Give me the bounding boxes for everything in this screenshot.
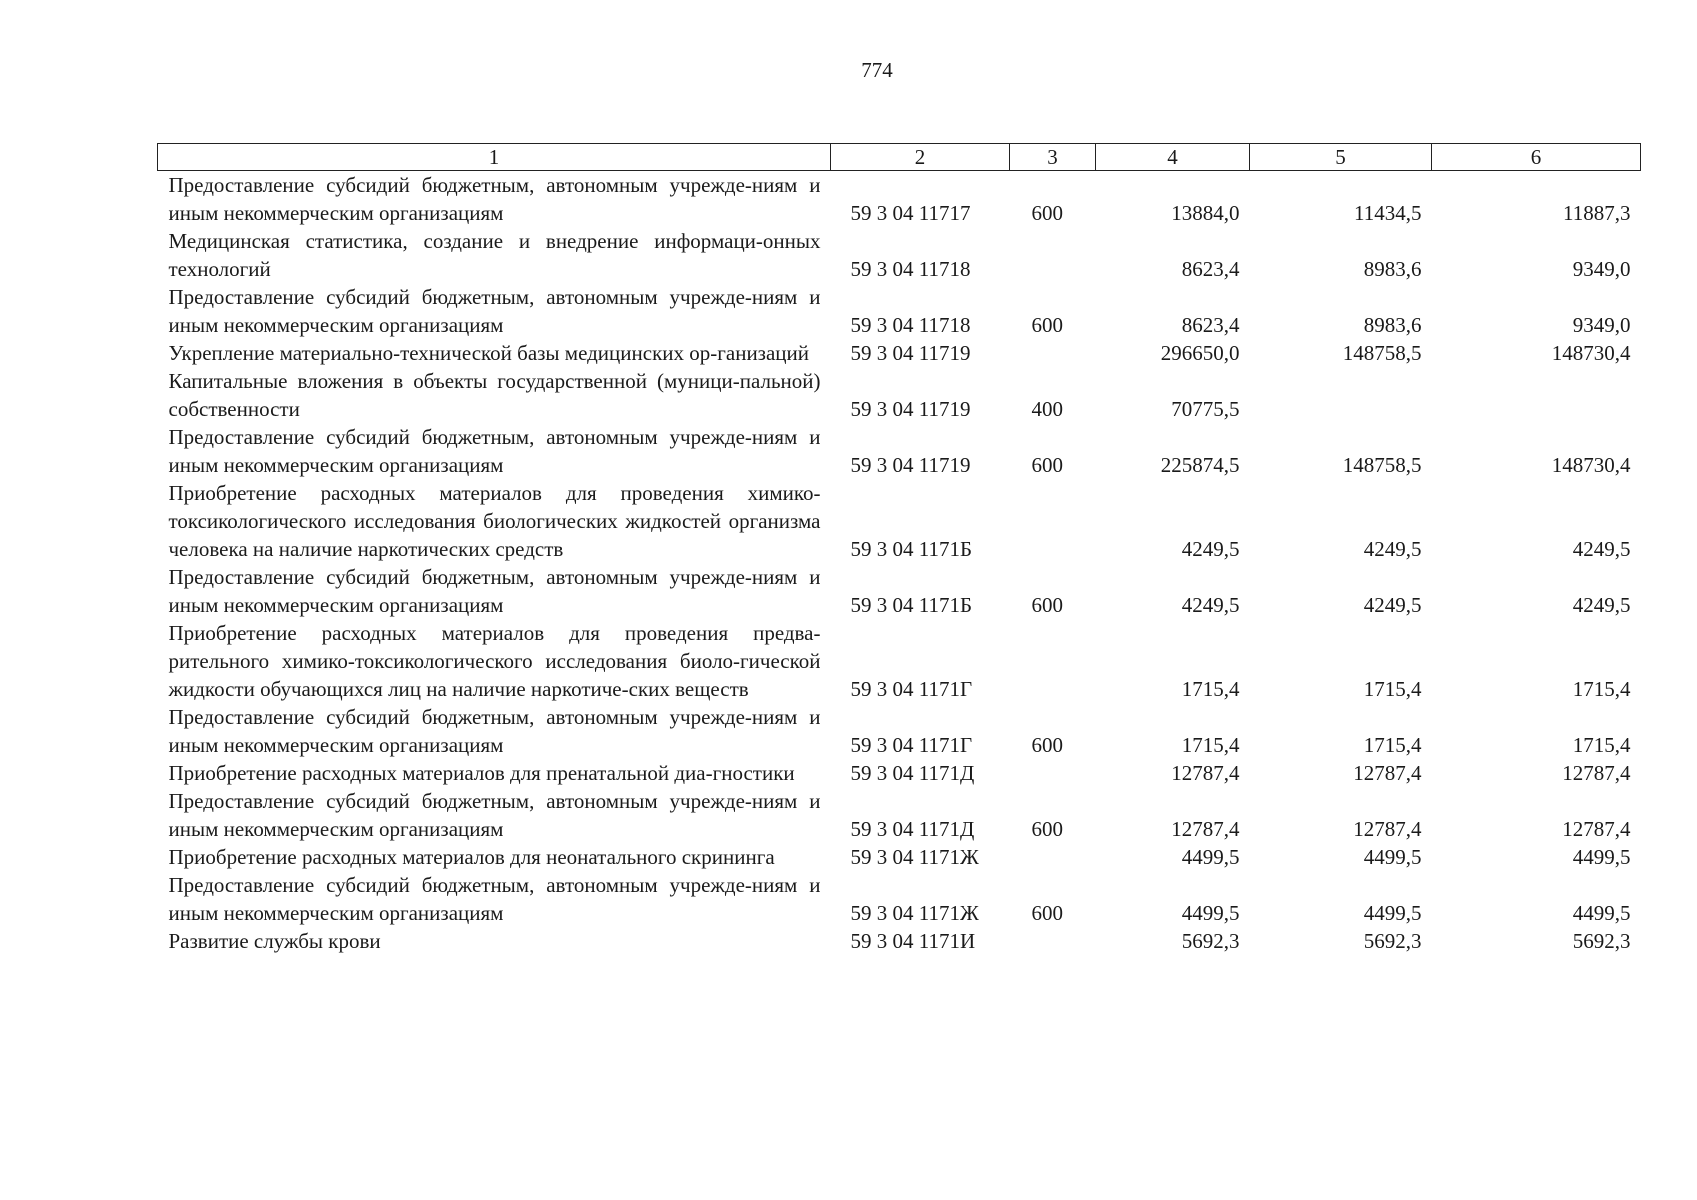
table-row (158, 759, 1641, 787)
row-value-1: 4249,5 (1181, 537, 1240, 561)
table-row (158, 479, 1641, 563)
row-code: 59 3 04 1171Д (850, 817, 975, 841)
row-value-3: 4499,5 (1572, 845, 1631, 869)
row-name: Приобретение расходных материалов для пренатальной диа-гностики (168, 761, 795, 785)
row-expense-type (1010, 843, 1096, 871)
budget-table (157, 143, 1641, 955)
row-code: 59 3 04 11717 (850, 201, 971, 225)
row-code: 59 3 04 11718 (850, 313, 971, 337)
row-value-2: 4249,5 (1363, 593, 1422, 617)
row-value-3: 4249,5 (1572, 537, 1631, 561)
row-name: Предоставление субсидий бюджетным, автономным учрежде-ниям и иным некоммерческим организациям (168, 789, 821, 841)
row-value-2 (1250, 367, 1432, 423)
row-value-2: 148758,5 (1342, 453, 1422, 477)
row-value-2: 5692,3 (1363, 929, 1422, 953)
row-expense-type (1010, 339, 1096, 367)
row-name: Приобретение расходных материалов для неонатального скрининга (168, 845, 775, 869)
row-code: 59 3 04 1171Ж (850, 901, 979, 925)
row-value-3: 9349,0 (1572, 257, 1631, 281)
row-name: Предоставление субсидий бюджетным, автономным учрежде-ниям и иным некоммерческим организациям (168, 565, 821, 617)
row-value-1: 4499,5 (1181, 845, 1240, 869)
row-code: 59 3 04 11719 (850, 397, 971, 421)
table-row (158, 367, 1641, 423)
row-code: 59 3 04 11719 (850, 341, 971, 365)
row-value-2: 12787,4 (1353, 761, 1422, 785)
row-value-3: 4249,5 (1572, 593, 1631, 617)
row-name: Медицинская статистика, создание и внедрение информаци-онных технологий (168, 229, 821, 281)
row-code: 59 3 04 1171И (850, 929, 976, 953)
row-code: 59 3 04 1171Г (850, 677, 973, 701)
row-code: 59 3 04 11718 (850, 257, 971, 281)
table-header-row (158, 144, 1641, 171)
row-value-1: 12787,4 (1171, 761, 1240, 785)
row-code: 59 3 04 1171Б (850, 593, 973, 617)
row-expense-type: 600 (1031, 733, 1063, 757)
row-value-3: 9349,0 (1572, 313, 1631, 337)
row-code: 59 3 04 1171Д (850, 761, 975, 785)
table-row (158, 423, 1641, 479)
row-value-1: 4499,5 (1181, 901, 1240, 925)
table-row (158, 227, 1641, 283)
row-value-3: 1715,4 (1572, 677, 1631, 701)
header-col-1: 1 (158, 144, 831, 171)
row-name: Предоставление субсидий бюджетным, автономным учрежде-ниям и иным некоммерческим организациям (168, 873, 821, 925)
row-value-2: 1715,4 (1363, 677, 1422, 701)
table-row (158, 703, 1641, 759)
row-code: 59 3 04 11719 (850, 453, 971, 477)
table-row (158, 843, 1641, 871)
header-col-6: 6 (1432, 144, 1641, 171)
row-value-3 (1432, 367, 1641, 423)
row-value-3: 148730,4 (1551, 453, 1631, 477)
row-code: 59 3 04 1171Ж (850, 845, 979, 869)
row-value-1: 1715,4 (1181, 677, 1240, 701)
row-value-2: 12787,4 (1353, 817, 1422, 841)
row-value-1: 8623,4 (1181, 313, 1240, 337)
row-name: Приобретение расходных материалов для проведения химико-токсикологического исследования биологических жидкостей организма человека на наличие наркотических средств (168, 481, 821, 561)
row-value-3: 4499,5 (1572, 901, 1631, 925)
row-name: Предоставление субсидий бюджетным, автономным учрежде-ниям и иным некоммерческим организациям (168, 285, 821, 337)
header-col-5: 5 (1250, 144, 1432, 171)
row-name: Капитальные вложения в объекты государственной (муници-пальной) собственности (168, 369, 821, 421)
table-row (158, 927, 1641, 955)
row-value-2: 8983,6 (1363, 313, 1422, 337)
row-name: Укрепление материально-технической базы медицинских ор-ганизаций (168, 341, 810, 365)
row-expense-type (1010, 619, 1096, 703)
row-value-1: 4249,5 (1181, 593, 1240, 617)
row-value-1: 296650,0 (1160, 341, 1240, 365)
row-value-1: 70775,5 (1171, 397, 1240, 421)
row-value-1: 5692,3 (1181, 929, 1240, 953)
row-expense-type: 600 (1031, 593, 1063, 617)
table-row (158, 283, 1641, 339)
row-name: Предоставление субсидий бюджетным, автономным учрежде-ниям и иным некоммерческим организациям (168, 425, 821, 477)
row-expense-type (1010, 759, 1096, 787)
table-row (158, 171, 1641, 228)
row-name: Предоставление субсидий бюджетным, автономным учрежде-ниям и иным некоммерческим организациям (168, 173, 821, 225)
header-col-2: 2 (831, 144, 1010, 171)
row-value-3: 1715,4 (1572, 733, 1631, 757)
row-code: 59 3 04 1171Г (850, 733, 973, 757)
table-row (158, 871, 1641, 927)
row-value-3: 5692,3 (1572, 929, 1631, 953)
row-expense-type: 600 (1031, 313, 1063, 337)
row-value-1: 225874,5 (1160, 453, 1240, 477)
row-value-3: 148730,4 (1551, 341, 1631, 365)
header-col-4: 4 (1096, 144, 1250, 171)
row-value-1: 8623,4 (1181, 257, 1240, 281)
row-expense-type (1010, 479, 1096, 563)
table-row (158, 619, 1641, 703)
row-value-2: 4499,5 (1363, 901, 1422, 925)
row-value-2: 4249,5 (1363, 537, 1422, 561)
row-code: 59 3 04 1171Б (850, 537, 973, 561)
row-value-2: 8983,6 (1363, 257, 1422, 281)
row-expense-type: 600 (1031, 453, 1063, 477)
row-name: Приобретение расходных материалов для проведения предва-рительного химико-токсикологического исследования биоло-гической жидкости обучающихся лиц на наличие наркотиче-ских веществ (168, 621, 821, 701)
table-row (158, 787, 1641, 843)
row-value-2: 148758,5 (1342, 341, 1422, 365)
row-name: Развитие службы крови (168, 929, 381, 953)
table-row (158, 563, 1641, 619)
page-number: 774 (861, 58, 893, 82)
row-expense-type: 600 (1031, 901, 1063, 925)
table-row (158, 339, 1641, 367)
row-name: Предоставление субсидий бюджетным, автономным учрежде-ниям и иным некоммерческим организациям (168, 705, 821, 757)
header-col-3: 3 (1010, 144, 1096, 171)
row-value-2: 1715,4 (1363, 733, 1422, 757)
row-value-2: 11434,5 (1354, 201, 1422, 225)
row-value-3: 12787,4 (1562, 817, 1631, 841)
row-expense-type (1010, 927, 1096, 955)
row-value-1: 13884,0 (1171, 201, 1240, 225)
row-expense-type: 600 (1031, 201, 1063, 225)
row-expense-type: 600 (1031, 817, 1063, 841)
row-value-1: 12787,4 (1171, 817, 1240, 841)
row-value-3: 11887,3 (1563, 201, 1631, 225)
row-expense-type: 400 (1031, 397, 1063, 421)
row-expense-type (1010, 227, 1096, 283)
row-value-1: 1715,4 (1181, 733, 1240, 757)
row-value-3: 12787,4 (1562, 761, 1631, 785)
row-value-2: 4499,5 (1363, 845, 1422, 869)
